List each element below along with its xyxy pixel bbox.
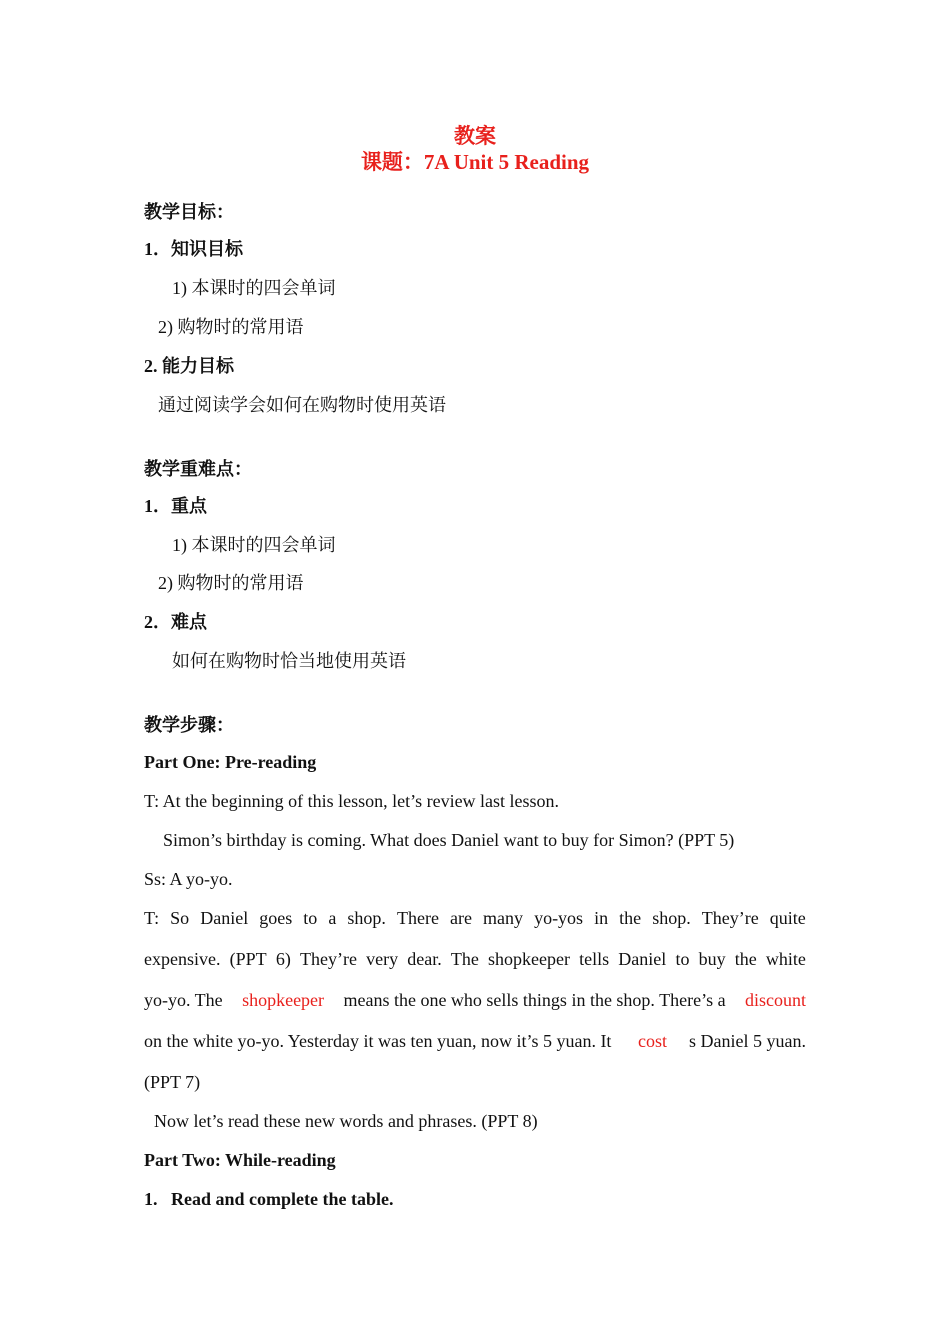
paragraph-text: s Daniel 5 yuan. [689,1031,806,1051]
paragraph-word: T: [144,908,160,928]
highlight-word-shopkeeper: shopkeeper [242,990,325,1010]
paragraph-word: to [303,908,318,928]
paragraph-word: many [483,908,524,928]
paragraph-line [144,989,806,1011]
paragraph-word: in [594,908,609,928]
ability-heading: 2. 能力目标 [144,356,234,376]
paragraph-word: (PPT [229,949,267,969]
paragraph-word: So [170,908,190,928]
paragraph-word: are [449,908,472,928]
knowledge-heading: 1．知识目标 [144,239,243,259]
paragraph-word: Daniel [618,949,667,969]
knowledge-item: 1) 本课时的四会单词 [172,278,336,298]
paragraph-text: on the white yo-yo. Yesterday it was ten yuan, now it’s 5 yuan. It [144,1031,616,1051]
highlight-word-discount: discount [745,990,806,1010]
paragraph-text: yo-yo. The [144,990,228,1010]
part-two-heading: Part Two: While-reading [144,1150,336,1170]
paragraph-word: the [734,949,757,969]
paragraph-line: (PPT 7) [144,1072,201,1092]
paragraph-word: buy [698,949,726,969]
paragraph-word: They’re [299,949,357,969]
paragraph-word: shopkeeper [488,949,570,969]
task-heading: 1. Read and complete the table. [144,1189,394,1209]
paragraph-word: goes [259,908,293,928]
highlight-word-cost: cost [637,1031,667,1051]
teacher-line: Now let’s read these new words and phrases. (PPT 8) [154,1111,538,1131]
paragraph-word: very [366,949,399,969]
difficulty-heading: 2．难点 [144,612,207,632]
student-line: Ss: A yo-yo. [144,869,233,889]
paragraph-word: Daniel [200,908,249,928]
part-one-heading: Part One: Pre-reading [144,752,317,772]
paragraph-line [144,1030,806,1052]
paragraph-word: expensive. [144,949,221,969]
ability-text: 通过阅读学会如何在购物时使用英语 [158,395,446,415]
knowledge-item: 2) 购物时的常用语 [158,317,304,337]
difficulty-text: 如何在购物时恰当地使用英语 [172,651,406,671]
paragraph-word: to [675,949,690,969]
paragraph-word: dear. [407,949,442,969]
lesson-topic: 课题：7A Unit 5 Reading [360,150,590,174]
paragraph-word: white [765,949,806,969]
paragraph-word: the [619,908,642,928]
paragraph-text: means the one who sells things in the shop. There’s a [338,990,731,1010]
document-title: 教案 [454,124,496,148]
paragraph-line [144,907,806,929]
paragraph-word: shop. [347,908,386,928]
paragraph-word: The [450,949,479,969]
steps-heading: 教学步骤： [144,715,234,735]
key-points-heading: 教学重难点： [144,459,252,479]
paragraph-word: There [396,908,439,928]
paragraph-word: They’re [701,908,759,928]
paragraph-word: shop. [652,908,691,928]
paragraph-line [144,948,806,970]
teacher-line: T: At the beginning of this lesson, let’s review last lesson. [144,791,560,811]
paragraph-word: a [328,908,337,928]
paragraph-word: 6) [275,949,291,969]
focus-item: 1) 本课时的四会单词 [172,535,336,555]
focus-heading: 1．重点 [144,496,207,516]
document-page [144,0,806,1344]
paragraph-word: yo-yos [534,908,584,928]
teacher-line: Simon’s birthday is coming. What does Daniel want to buy for Simon? (PPT 5) [163,830,735,850]
paragraph-word: quite [769,908,806,928]
focus-item: 2) 购物时的常用语 [158,573,304,593]
paragraph-word: tells [579,949,610,969]
objectives-heading: 教学目标： [144,202,234,222]
